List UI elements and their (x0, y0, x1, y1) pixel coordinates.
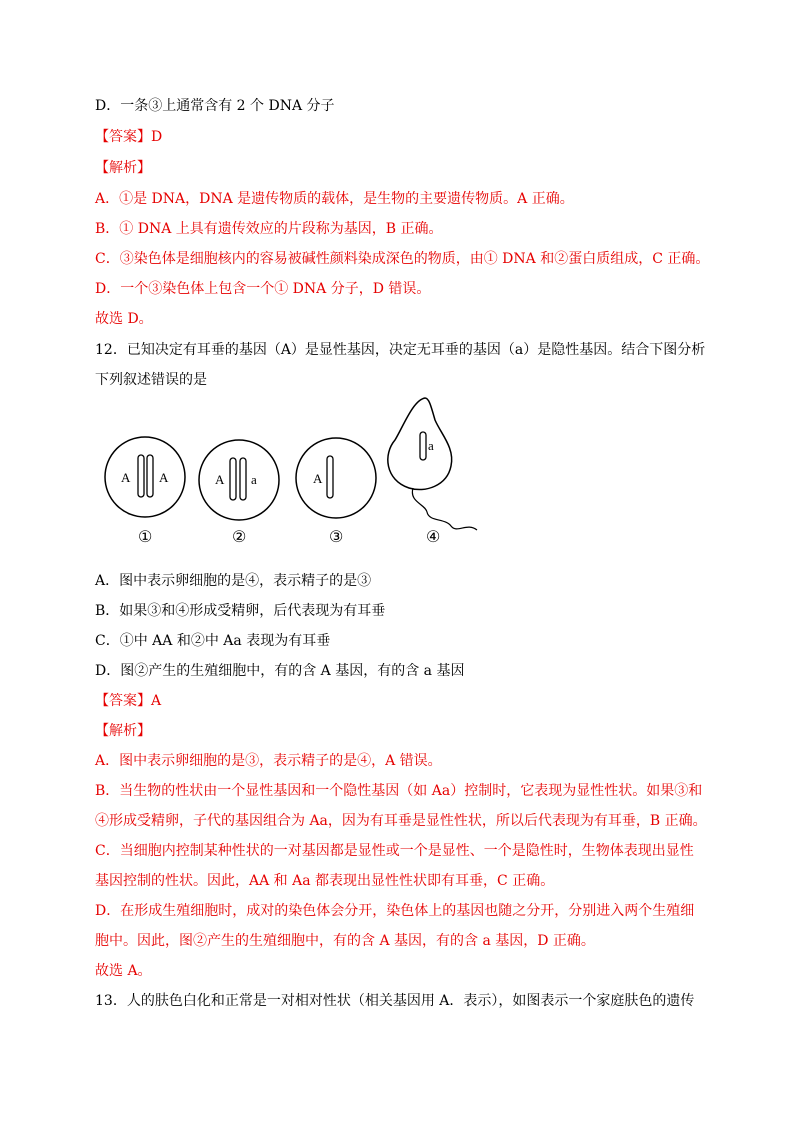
analysis-c-q12-1: C．当细胞内控制某种性状的一对基因都是显性或一个是显性、一个是隐性时，生物体表现出显性 (95, 843, 694, 859)
cell-4-sperm (388, 398, 477, 546)
cell2-gene-right: a (251, 472, 257, 487)
option-b-q12: B．如果③和④形成受精卵，后代表现为有耳垂 (95, 603, 386, 619)
question-12-stem-1: 12．已知决定有耳垂的基因（A）是显性基因，决定无耳垂的基因（a）是隐性基因。结合下图分析 (95, 342, 706, 358)
analysis-label-q12: 【解析】 (95, 723, 151, 739)
cell1-gene-left: A (121, 470, 131, 485)
analysis-a-q12: A．图中表示卵细胞的是③，表示精子的是④，A 错误。 (95, 753, 442, 769)
cells-figure (95, 392, 495, 552)
cell2-gene-left: A (215, 472, 225, 487)
cell-3 (296, 438, 376, 546)
analysis-d-q12-2: 胞中。因此，图②产生的生殖细胞中，有的含 A 基因，有的含 a 基因，D 正确。 (95, 933, 595, 949)
analysis-b-q12-2: ④形成受精卵，子代的基因组合为 Aa，因为有耳垂是显性性状，所以后代表现为有耳垂，B 正确。 (95, 813, 707, 829)
conclusion-q11: 故选 D。 (95, 311, 153, 327)
cell3-number: ③ (329, 529, 344, 546)
cell1-number: ① (138, 529, 153, 546)
question-13-stem: 13．人的肤色白化和正常是一对相对性状（相关基因用 A．表示），如图表示一个家庭肤色的遗传 (95, 993, 695, 1009)
cell4-number: ④ (426, 529, 441, 546)
option-c-q12: C．①中 AA 和②中 Aa 表现为有耳垂 (95, 633, 331, 649)
question-12-stem-2: 下列叙述错误的是 (95, 372, 207, 388)
analysis-label-q11: 【解析】 (95, 160, 151, 176)
analysis-d-q11: D．一个③染色体上包含一个① DNA 分子，D 错误。 (95, 281, 431, 297)
answer-label-q11: 【答案】D (95, 129, 163, 145)
option-a-q12: A．图中表示卵细胞的是④，表示精子的是③ (95, 573, 372, 589)
conclusion-q12: 故选 A。 (95, 963, 152, 979)
option-d-q11: D．一条③上通常含有 2 个 DNA 分子 (95, 98, 335, 114)
analysis-c-q12-2: 基因控制的性状。因此，AA 和 Aa 都表现出显性性状即有耳垂，C 正确。 (95, 873, 555, 889)
cell-2 (199, 440, 279, 546)
cell-1 (105, 437, 185, 546)
analysis-c-q11: C．③染色体是细胞核内的容易被碱性颜料染成深色的物质，由① DNA 和②蛋白质组成，C 正确。 (95, 251, 710, 267)
cell1-gene-right: A (159, 470, 169, 485)
cell2-number: ② (232, 529, 247, 546)
analysis-d-q12-1: D．在形成生殖细胞时，成对的染色体会分开，染色体上的基因也随之分开，分别进入两个生殖细 (95, 903, 695, 919)
cell4-gene: a (428, 438, 434, 453)
option-d-q12: D．图②产生的生殖细胞中，有的含 A 基因，有的含 a 基因 (95, 663, 465, 679)
answer-label-q12: 【答案】A (95, 693, 162, 709)
analysis-b-q12-1: B．当生物的性状由一个显性基因和一个隐性基因（如 Aa）控制时，它表现为显性性状。如果③和 (95, 783, 703, 799)
analysis-b-q11: B．① DNA 上具有遗传效应的片段称为基因，B 正确。 (95, 221, 443, 237)
analysis-a-q11: A．①是 DNA，DNA 是遗传物质的载体，是生物的主要遗传物质。A 正确。 (95, 191, 574, 207)
cell3-gene-left: A (313, 471, 323, 486)
